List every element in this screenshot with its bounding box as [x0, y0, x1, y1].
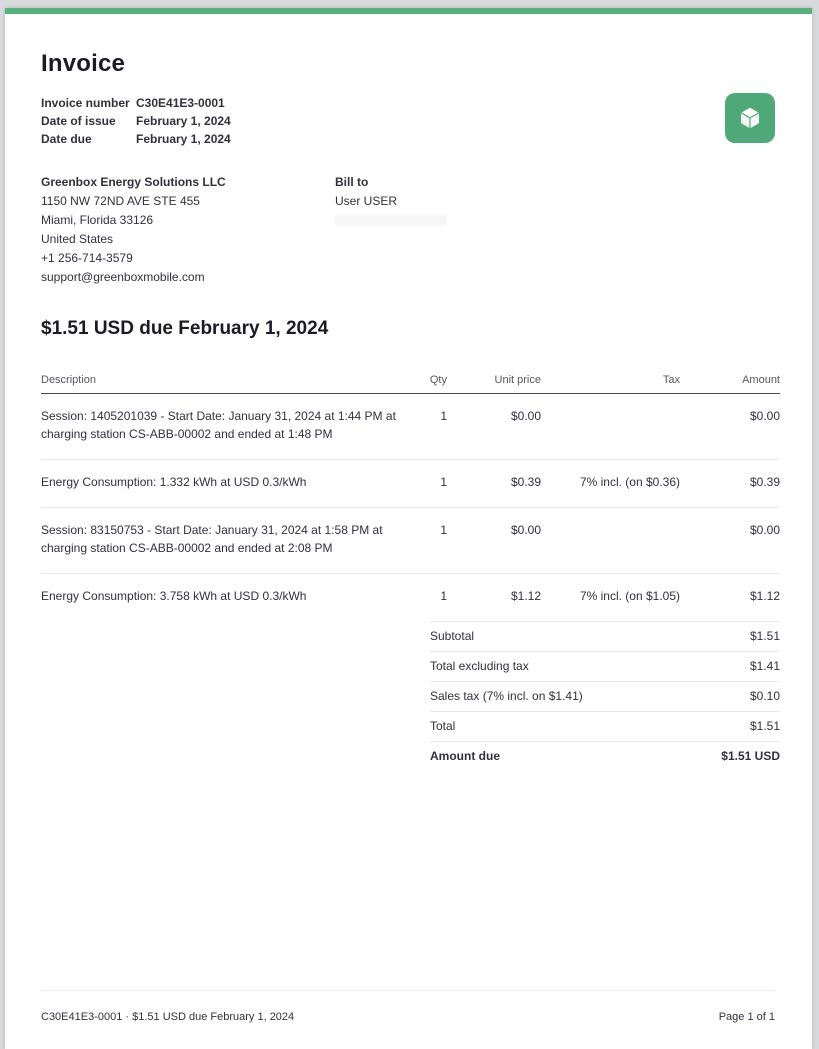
total-value: $1.51 [749, 719, 780, 733]
bill-to-redacted-line [335, 215, 447, 226]
item-description: Session: 83150753 - Start Date: January 31, 2024 at 1:58 PM at charging station CS-ABB-00002 and ended at 2:08 PM [41, 508, 425, 574]
item-amount: $0.00 [680, 394, 780, 460]
item-description: Session: 1405201039 - Start Date: January 31, 2024 at 1:44 PM at charging station CS-ABB-00002 and ended at 1:48 PM [41, 394, 425, 460]
seller-name: Greenbox Energy Solutions LLC [41, 175, 226, 189]
amount-due-value: $1.51 USD [721, 749, 780, 763]
sales-tax-value: $0.10 [749, 689, 780, 703]
total-excluding-tax-row [430, 651, 780, 681]
subtotal-value: $1.51 [749, 629, 780, 643]
amount-due-label: Amount due [430, 749, 500, 763]
accent-bar [5, 8, 812, 14]
page-footer [41, 990, 775, 1023]
column-header-unit-price: Unit price [447, 374, 541, 394]
company-logo [725, 93, 775, 143]
invoice-number-row [41, 94, 775, 112]
item-tax [541, 508, 680, 574]
item-qty: 1 [425, 508, 447, 574]
invoice-page [5, 8, 812, 1049]
bill-to-label: Bill to [335, 175, 369, 189]
seller-block [41, 173, 335, 287]
sales-tax-label: Sales tax (7% incl. on $1.41) [430, 689, 583, 703]
column-header-qty: Qty [425, 374, 447, 394]
invoice-number-value: C30E41E3-0001 [136, 96, 225, 110]
item-unit-price: $0.00 [447, 508, 541, 574]
total-row [430, 711, 780, 741]
date-of-issue-value: February 1, 2024 [136, 114, 231, 128]
item-qty: 1 [425, 394, 447, 460]
item-unit-price: $1.12 [510, 589, 541, 603]
date-due-label: Date due [41, 132, 92, 146]
item-unit-price: $0.39 [447, 460, 541, 508]
item-tax: 7% incl. (on $1.05) [579, 589, 680, 603]
date-due-value: February 1, 2024 [136, 132, 231, 146]
item-qty: 1 [425, 460, 447, 508]
invoice-number-label: Invoice number [41, 96, 130, 110]
table-row [41, 394, 780, 460]
date-of-issue-label: Date of issue [41, 114, 116, 128]
amount-due-row [430, 741, 780, 771]
item-description: Energy Consumption: 3.758 kWh at USD 0.3/kWh [41, 589, 307, 603]
item-unit-price: $0.00 [447, 394, 541, 460]
total-label: Total [430, 719, 456, 733]
cube-icon [735, 103, 765, 133]
bill-to-block [335, 173, 447, 287]
item-qty: 1 [440, 589, 447, 603]
sales-tax-row [430, 681, 780, 711]
amount-due-headline: $1.51 USD due February 1, 2024 [41, 318, 329, 339]
column-header-tax: Tax [541, 374, 680, 394]
item-amount: $0.39 [680, 460, 780, 508]
item-amount: $0.00 [680, 508, 780, 574]
seller-address-line: Miami, Florida 33126 [41, 213, 154, 227]
date-of-issue-row [41, 112, 775, 130]
page-title: Invoice [41, 50, 126, 77]
column-header-amount: Amount [680, 374, 780, 394]
invoice-meta [41, 94, 775, 148]
seller-phone: +1 256-714-3579 [41, 251, 133, 265]
total-excluding-tax-value: $1.41 [749, 659, 780, 673]
bill-to-name: User USER [335, 194, 398, 208]
line-items-table [41, 374, 780, 621]
item-amount: $1.12 [749, 589, 780, 603]
footer-page-number: Page 1 of 1 [718, 1011, 775, 1023]
subtotal-row [430, 621, 780, 651]
table-row [41, 574, 780, 622]
totals-section [430, 621, 780, 771]
subtotal-label: Subtotal [430, 629, 475, 643]
item-tax: 7% incl. (on $0.36) [541, 460, 680, 508]
table-header-row [41, 374, 780, 394]
item-description: Energy Consumption: 1.332 kWh at USD 0.3/kWh [41, 460, 425, 508]
seller-email: support@greenboxmobile.com [41, 270, 205, 284]
date-due-row [41, 130, 775, 148]
footer-invoice-summary: C30E41E3-0001 · $1.51 USD due February 1, 2024 [41, 1011, 295, 1023]
item-tax [541, 394, 680, 460]
table-row [41, 460, 780, 508]
seller-address-line: 1150 NW 72ND AVE STE 455 [41, 194, 200, 208]
seller-address-line: United States [41, 232, 114, 246]
table-row [41, 508, 780, 574]
column-header-description: Description [41, 374, 425, 394]
total-excluding-tax-label: Total excluding tax [430, 659, 529, 673]
